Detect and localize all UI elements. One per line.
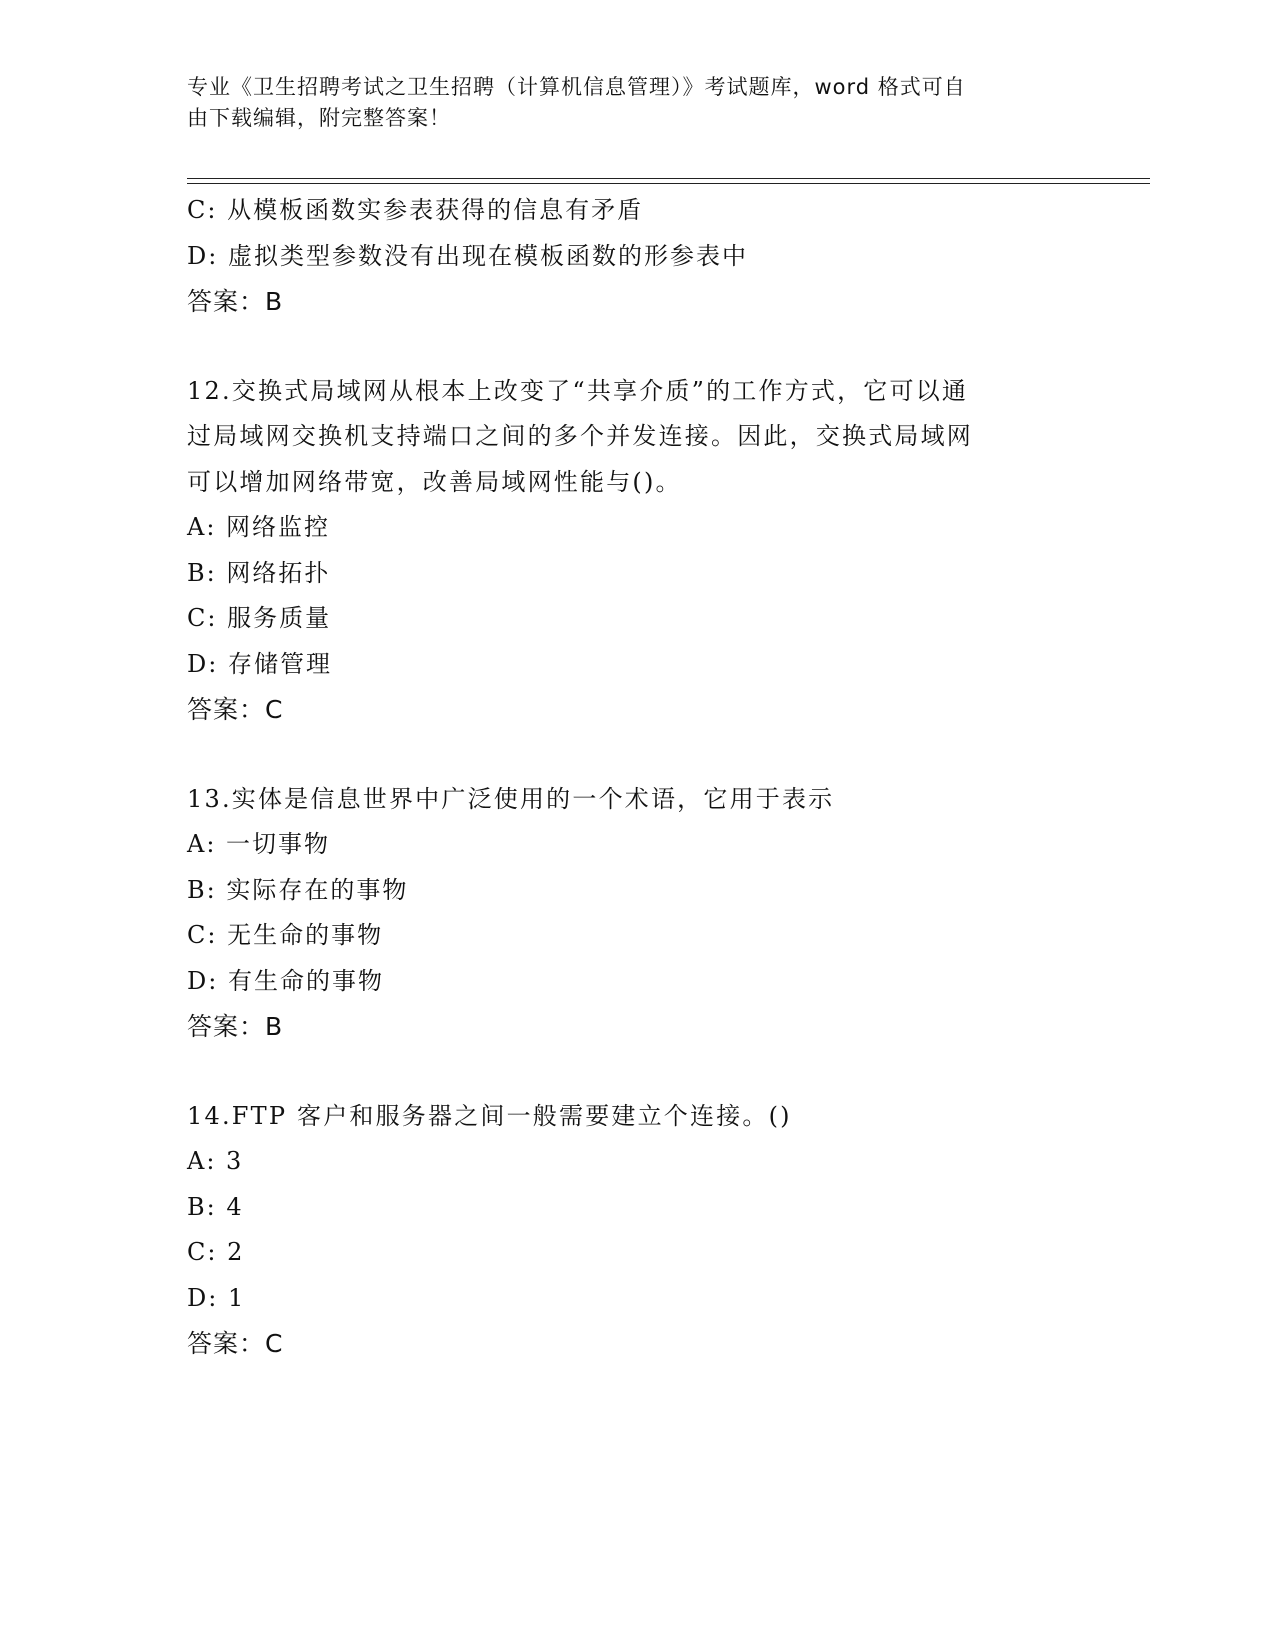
header-line-1: 专业《卫生招聘考试之卫生招聘（计算机信息管理）》考试题库，word 格式可自 [187,75,966,99]
option-a: A: 一切事物 [187,830,331,858]
option-a: A: 3 [187,1147,244,1175]
answer-label: 答案：B [187,287,284,316]
spacer [187,325,1087,369]
option-b: B: 4 [187,1192,244,1221]
option-b: B: 实际存在的事物 [187,875,409,904]
question-stem-line: 12.交换式局域网从根本上改变了“共享介质”的工作方式，它可以通 [187,376,969,405]
header-divider-bottom [187,183,1150,184]
spacer [187,733,1087,777]
question-list [187,188,1087,1367]
option-d: D: 1 [187,1283,246,1312]
question-stem-line: 过局域网交换机支持端口之间的多个并发连接。因此，交换式局域网 [187,422,973,450]
option-c: C: 服务质量 [187,604,332,632]
option-b: B: 网络拓扑 [187,558,331,587]
option-d: D: 有生命的事物 [187,966,384,995]
option-c: C: 从模板函数实参表获得的信息有矛盾 [187,196,644,224]
question-stem-line: 13.实体是信息世界中广泛使用的一个术语，它用于表示 [187,784,835,813]
option-a: A: 网络监控 [187,513,331,541]
answer-label: 答案：C [187,695,284,724]
question-block-14 [187,1094,1087,1367]
option-d: D: 虚拟类型参数没有出现在模板函数的形参表中 [187,241,748,270]
question-block-12 [187,369,1087,733]
header-line-2: 由下载编辑，附完整答案！ [187,106,451,130]
option-c: C: 2 [187,1238,245,1266]
header-divider-top [187,178,1150,179]
option-d: D: 存储管理 [187,649,332,678]
question-block-13 [187,777,1087,1050]
question-block-prev [187,188,1087,325]
question-stem-line: 14.FTP 客户和服务器之间一般需要建立个连接。() [187,1101,792,1130]
spacer [187,1050,1087,1094]
document-header [187,72,1077,134]
answer-label: 答案：C [187,1329,284,1358]
option-c: C: 无生命的事物 [187,921,384,949]
answer-label: 答案：B [187,1012,284,1041]
question-stem-line: 可以增加网络带宽，改善局域网性能与()。 [187,467,682,496]
